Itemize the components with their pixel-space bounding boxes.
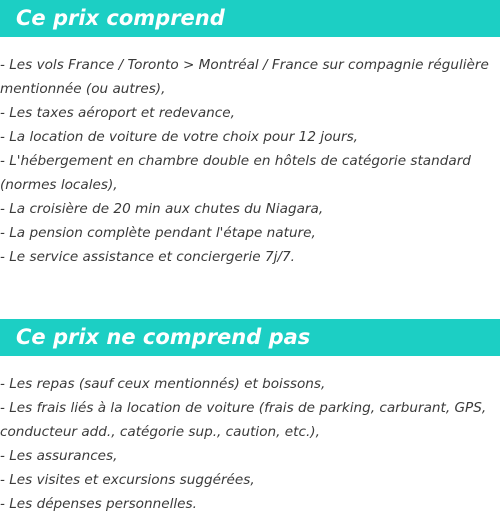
list-item: - La croisière de 20 min aux chutes du Niagara,: [0, 201, 324, 217]
list-item: - La location de voiture de votre choix pour 12 jours,: [0, 129, 358, 145]
list-item: - Les repas (sauf ceux mentionnés) et boissons,: [0, 376, 326, 392]
included-section-title: Ce prix comprend: [0, 0, 500, 37]
list-item: - Les vols France / Toronto > Montréal / France sur compagnie régulière mentionnée (ou autres),: [0, 57, 489, 97]
list-item: - Le service assistance et conciergerie 7j/7.: [0, 249, 295, 265]
list-item: - La pension complète pendant l'étape nature,: [0, 225, 316, 241]
included-items-list: [0, 53, 500, 269]
excluded-items-list: [0, 372, 500, 516]
list-item: - Les visites et excursions suggérées,: [0, 472, 255, 488]
list-item: - Les assurances,: [0, 448, 118, 464]
list-item: - L'hébergement en chambre double en hôtels de catégorie standard (normes locales),: [0, 153, 471, 193]
list-item: - Les dépenses personnelles.: [0, 496, 197, 512]
list-item: - Les frais liés à la location de voiture (frais de parking, carburant, GPS, conducteur add., catégorie sup., caution, etc.),: [0, 400, 487, 440]
excluded-section-title: Ce prix ne comprend pas: [0, 319, 500, 356]
list-item: - Les taxes aéroport et redevance,: [0, 105, 235, 121]
